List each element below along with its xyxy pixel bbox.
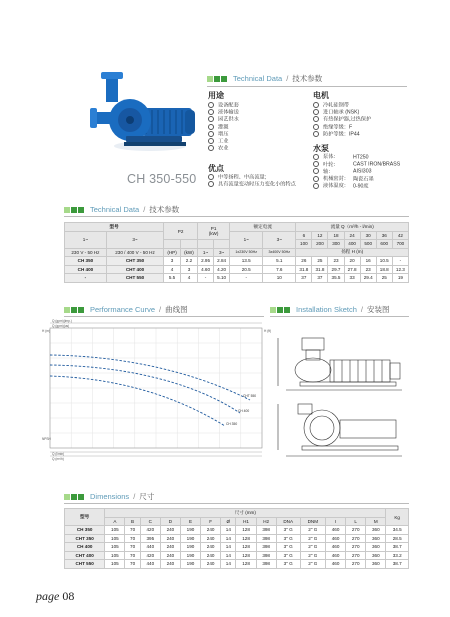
performance-heading: Performance Curve / 曲线图	[64, 304, 188, 315]
label-cht550: CHT 550	[243, 394, 257, 398]
axis-y-left: H (m)	[42, 329, 50, 333]
table-row: CH 400 CHT 400 4 3 4.60 4.20 20.5 7.6 31.8 31.8 29.7 27.8 23 18.8 12.3	[65, 265, 409, 274]
pump-spec-item: 机械密封： 陶瓷石墨	[313, 176, 400, 183]
motor-feature-item: 绝缘等级：F	[313, 124, 371, 131]
th-p1: P1 (kW)	[198, 223, 230, 240]
table-row: CH 350 CHT 350 3 2.2 2.95 2.84 13.5 5.1 26 25 23 20 16 10.5 -	[65, 257, 409, 266]
table-row: CH 400 105 70 440 240 190 240 14 128 398 3" G 2" G 460 270 360 38.7	[65, 543, 409, 552]
pump-outlet	[106, 76, 118, 102]
dimensions-heading: Dimensions / 尺寸	[64, 491, 154, 502]
advantages-list	[208, 174, 296, 188]
th-p2: P2	[164, 223, 198, 240]
axis-top-b: Q (gpm)(us)	[52, 324, 70, 328]
advantage-item: 具有流量变动时压力变化小的特点	[208, 181, 296, 188]
axis-bottom-b: Q (m³/h)	[52, 457, 64, 461]
pump-title: 水泵	[313, 144, 329, 153]
tech-table-heading: Technical Data / 技术参数	[64, 204, 179, 215]
table-row: CHT 350 105 70 395 240 190 240 14 128 398 3" G 2" G 460 270 360 28.5	[65, 534, 409, 543]
advantages-title: 优点	[208, 164, 224, 173]
th-head: 扬程 H (m)	[296, 248, 409, 257]
application-item: 液体输送	[208, 109, 239, 116]
table-row: CHT 550 105 70 440 240 190 240 14 128 398 3" G 2" G 460 270 360 38.7	[65, 560, 409, 569]
curve-ch350	[50, 376, 225, 426]
page-number: page 08	[36, 589, 75, 603]
advantage-item: 中等扬程、中高流量;	[208, 174, 296, 181]
curve-ch400	[50, 365, 240, 413]
motor-feature-item: 冷轧硅钢带	[313, 102, 371, 109]
table-row: - CHT 550 5.5 4 - 5.10 - 10 37 37 35.5 33 29.4 25 19	[65, 274, 409, 283]
installation-heading: Installation Sketch / 安装图	[270, 304, 389, 315]
motor-feature-item: 有热保护器,过热保护	[313, 116, 371, 123]
pump-photo	[90, 48, 200, 158]
performance-chart	[40, 318, 272, 468]
npsh-label: NPSH	[42, 437, 51, 441]
application-item: 园艺供水	[208, 116, 239, 123]
axis-y-right: H (ft)	[264, 329, 272, 333]
dims-th-kg: Kg	[386, 509, 409, 526]
motor-feature-item: 防护等级：IP44	[313, 131, 371, 138]
model-name: CH 350-550	[127, 172, 197, 186]
dims-th-model: 型号	[65, 509, 105, 526]
table-row: CH 350 105 70 420 240 190 240 14 128 398 3" G 2" G 460 270 360 34.5	[65, 526, 409, 535]
application-item: 增压	[208, 131, 239, 138]
applications-title: 用途	[208, 91, 224, 100]
axis-top-a: Q (gpm)(imp.)	[52, 319, 72, 323]
th-current: 额定电流	[230, 223, 296, 232]
pump-spec-item: 轴： AISI303	[313, 168, 400, 175]
application-item: 工业	[208, 138, 239, 145]
tech-data-heading: Technical Data / 技术参数	[207, 73, 322, 84]
tech-data-table: 型号 P2 P1 (kW) 额定电流 流量 Q（m³/h - l/min) 1~ 3~ 1~ 3~ 6 12 18 24 30 36 42 100 200 300 400 500 600 700 230 V - 50 Hz 230 / 400 V - 50 Hz (HP) (kW) 1~ 3~ 1x230V 50Hz 3x400V 50Hz 扬程 H (m) CH 350 CHT 350 3 2.2 2.95 2.84 13.5 5.1 26 25 23 20 16 10.5 - CH 400 CHT 400 4 3 4.60 4.20 20.5 7.6 31.8 31.8 29.7 27.8 23 18.8 12.3 - CHT 550 5.5 4 - 5.10 - 10 37 37 35.5 33 29.4 25 19	[64, 222, 409, 283]
axis-bottom-a: Q (l/min)	[52, 452, 65, 456]
th-flow: 流量 Q（m³/h - l/min)	[296, 223, 409, 232]
pump-spec-item: 叶轮： CAST IRON/BRASS	[313, 161, 400, 168]
application-item: 设备配套	[208, 102, 239, 109]
th-model: 型号	[65, 223, 164, 232]
motor-list	[313, 102, 371, 138]
table-row: CHT 400 105 70 420 240 190 240 14 128 398 3" G 2" G 460 270 360 33.2	[65, 551, 409, 560]
pump-spec-item: 液体温度： 0-90度	[313, 183, 400, 190]
pump-list	[313, 154, 400, 190]
label-ch400: CH 400	[238, 409, 250, 413]
application-item: 农业	[208, 145, 239, 152]
installation-sketch	[272, 320, 412, 470]
curve-cht550	[50, 355, 250, 400]
pump-spec-item: 泵体： HT250	[313, 154, 400, 161]
label-ch350: CH 350	[226, 422, 238, 426]
application-item: 灌溉	[208, 124, 239, 131]
motor-feature-item: 进口轴承 (NSK)	[313, 109, 371, 116]
motor-title: 电机	[313, 91, 329, 100]
applications-list	[208, 102, 239, 152]
dimensions-table: 型号 尺寸 (mm) Kg A B C D E F Ø H1 H2 DNA DNM I L M CH 350 105 70 420 240 190 240 14 128 398 3" G 2" G 460 270 360 34.5 CHT 350 105 70 395 240 190 240 14 128 398 3" G 2" G 460 270 360 28.5 CH 400 105 70 440 240 190 240 14 128 398 3" G 2" G 460 270 360 38.7 CHT 400 105 70 420 240 190 240 14 128 398 3" G 2" G 460 270 360 33.2 CHT 550 105 70 440 240 190 240 14 128 398 3" G 2" G 460 270 360 38.7	[64, 508, 409, 569]
dims-th-size: 尺寸 (mm)	[105, 509, 386, 518]
